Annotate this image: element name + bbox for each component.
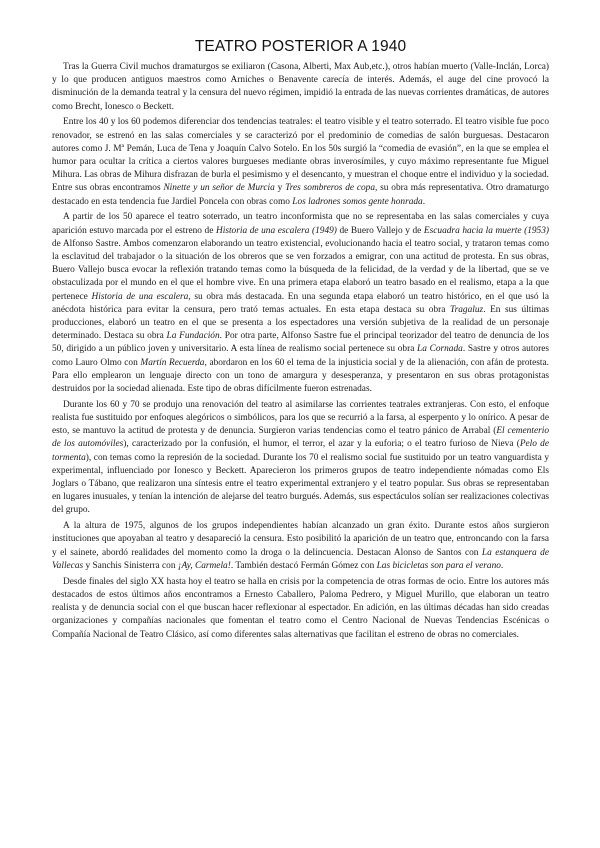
text-run: , su obra más destacada. En una segunda etapa elaboró un teatro histórico, en el que usó la anécdota histórica para evitar la censura, pero trató temas actuales. En esta etapa destaca su obra — [52, 291, 550, 315]
paragraph-6 — [52, 576, 549, 642]
text-run: A la altura de 1975, algunos de los grupos independientes habían alcanzado un gran éxito. Durante estos años surgieron instituciones que apoyaban al teatro y desapareció la censura. Esto posibilitó la aparición de un teatro que, entroncando con la farsa y el sainete, abordó realidades del momento como la droga o la delincuencia. Destacan Alonso de Santos con — [52, 521, 549, 558]
work-title: Historia de una escalera — [91, 291, 189, 302]
document-page — [52, 38, 549, 644]
work-title: La Cornada — [417, 344, 463, 355]
text-run: Entre los 40 y los 60 podemos diferenciar dos tendencias teatrales: el teatro visible y el teatro soterrado. El teatro visible fue poco renovador, se estrenó en las salas comerciales y se caracterizó por el predominio de comedias de salón burguesas. Destacaron autores como J. Mª Pemán, Luca de Tena y Joaquín Calvo Sotelo. En los 50s surgió la “comedia de evasión”, en la que se emplea el humor para ocultar la crítica a ciertos valores burgueses mediante obras inverosímiles, y cuyo máximo representante fue Miguel Mihura. Las obras de Mihura disfrazan de burla el pesimismo y el desencanto, y muestran el choque entre el individuo y la sociedad. Entre sus obras encontramos — [52, 117, 549, 194]
text-run: . Sastre y otros autores como Lauro Olmo con — [52, 344, 550, 368]
page-title: TEATRO POSTERIOR A 1940 — [194, 38, 407, 55]
work-title: Ninette y un señor de Murcia — [163, 183, 275, 194]
text-run: Desde finales del siglo XX hasta hoy el teatro se halla en crisis por la competencia de otras formas de ocio. Entre los autores más destacados de estos últimos años encontramos a Ernesto Caballero, Paloma Pedrero, y Miguel Murillo, que elaboran un teatro realista y de denuncia social con el que buscan hacer reflexionar al espectador. En adición, en las últimas décadas han sido creadas organizaciones y compañías nacionales que fomentan el teatro como el Centro Nacional de Nuevas Tendencias Escénicas o Compañía Nacional de Teatro Clásico, así como diferentes salas alternativas que facilitan el estreno de obras no comerciales. — [52, 576, 549, 640]
paragraph-1 — [52, 61, 549, 114]
text-run: . — [422, 196, 426, 207]
work-title: Historia de una escalera (1949) — [215, 225, 337, 236]
work-title: Las bicicletas son para el verano — [376, 560, 501, 571]
work-title: El cementerio de los automóviles — [52, 426, 549, 450]
text-run: de Alfonso Sastre. Ambos comenzaron elaborando un teatro existencial, evolucionando hacia el teatro social, y trataron temas como la esclavitud del trabajador o la situación de los obreros que se ven forzados a emigrar, con una actitud de protesta. En sus obras, Buero Vallejo busca evocar la reflexión tratando temas como la búsqueda de la felicidad, de la verdad y de la libertad, que se ve obstaculizada por el mundo en el que el hombre vive. En una primera etapa elaboró un teatro basado en el realismo, etapa a la que pertenece — [52, 238, 549, 302]
text-run: . También destacó Fermán Gómez con — [230, 560, 377, 571]
paragraph-4 — [52, 399, 549, 518]
work-title: Los ladrones somos gente honrada — [292, 196, 423, 207]
work-title: Pelo de tormenta — [52, 439, 549, 463]
text-run: , su obra más representativa. Otro dramaturgo destacado en esta tendencia fue Jardiel Poncela con obras como — [52, 183, 549, 207]
document-body — [52, 61, 549, 642]
text-run: A partir de los 50 aparece el teatro soterrado, un teatro inconformista que no se representaba en las salas comerciales y cuya aparición estuvo marcada por el estreno de — [52, 212, 549, 236]
work-title: ¡Ay, Carmela! — [177, 560, 231, 571]
text-run: , abordaron en los 60 el tema de la injusticia social y de la alienación, con afán de protesta. Para ello emplearon un lenguaje directo con un tono de amargura y desesperanza, y presentaron en sus obras protagonistas destruidos por la sociedad alienada. Este tipo de obras difícilmente fueron estrenadas. — [52, 357, 550, 395]
text-run: ), con temas como la represión de la sociedad. Durante los 70 el realismo social fue sustituido por un teatro vanguardista y experimental, influenciado por Ionesco y Beckett. Aparecieron los primeros grupos de teatro independiente nómadas como Els Joglars o Tábano, que realizaron una síntesis entre el teatro experimental extranjero y el teatro popular. Sus obras se representaban en lugares inusuales, y tenían la intención de alejarse del teatro burgués. Además, sus espectáculos solían ser realizaciones colectivas del grupo. — [52, 452, 549, 516]
paragraph-3 — [52, 211, 549, 396]
work-title: Escuadra hacia la muerte (1953) — [423, 225, 549, 236]
text-run: . — [500, 560, 504, 571]
work-title: Tragaluz — [449, 304, 484, 315]
work-title: La Fundación — [166, 331, 220, 342]
text-run: . Por otra parte, Alfonso Sastre fue el principal teorizador del teatro de denuncia de los 50, dirigido a un público joven y universitario. A esta línea de realismo social pertenece su obra — [52, 331, 549, 355]
text-run: y Sanchis Sinisterra con — [83, 560, 178, 571]
text-run: Durante los 60 y 70 se produjo una renovación del teatro al asimilarse las corrientes teatrales extranjeras. Con esto, el enfoque realista fue sustituido por enfoques alegóricos o simbólicos, para los que se recurrió a la farsa, al esperpento y lo onírico. A pesar de esto, se mantuvo la actitud de protesta y de denuncia. Surgieron varias tendencias como el teatro pánico de Arrabal ( — [52, 399, 549, 437]
work-title: Martín Recuerda — [140, 357, 205, 368]
paragraph-2 — [52, 116, 549, 208]
text-run: y — [274, 183, 286, 194]
text-run: ), caracterizado por la confusión, el humor, el terror, el azar y la euforia; o el teatro furioso de Nieva ( — [123, 439, 520, 450]
paragraph-5 — [52, 520, 549, 573]
work-title: La estanquera de Vallecas — [52, 547, 549, 571]
text-run: de Buero Vallejo y de — [336, 225, 424, 236]
text-run: . En sus últimas producciones, elaboró un teatro en el que se presenta a los espectadores una versión subjetiva de la realidad de un personaje determinado. Destaca su obra — [52, 304, 549, 342]
work-title: Tres sombreros de copa — [285, 183, 376, 194]
text-run: Tras la Guerra Civil muchos dramaturgos se exiliaron (Casona, Alberti, Max Aub,etc.), otros habían muerto (Valle-Inclán, Lorca) y lo que producen antiguos maestros como Arniches o Benavente carecía de interés. Además, el auge del cine provocó la disminución de la demanda teatral y la censura del nuevo régimen, impidió la entrada de las nuevas corrientes dramáticas, de autores como Brecht, Ionesco o Beckett. — [52, 62, 549, 112]
